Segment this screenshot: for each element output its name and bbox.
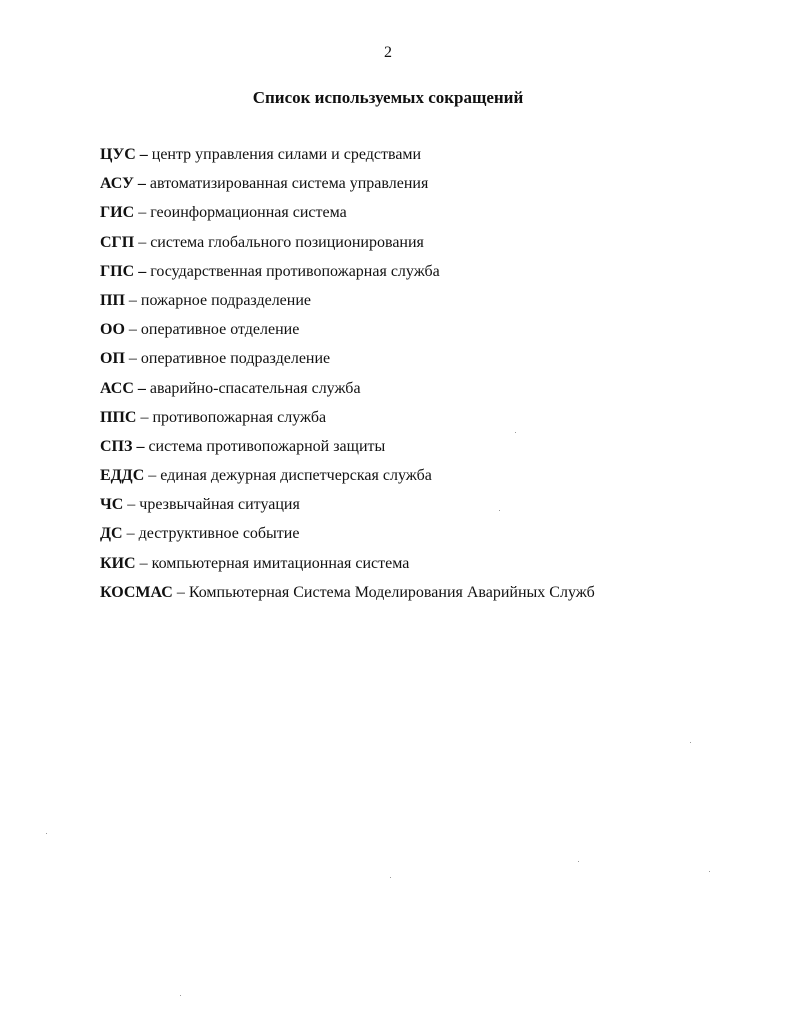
scan-speck bbox=[515, 432, 516, 433]
abbreviation-term: КОСМАС bbox=[100, 583, 173, 601]
abbreviation-dash: – bbox=[137, 175, 146, 193]
abbreviation-dash: – bbox=[140, 408, 149, 426]
abbreviation-definition: единая дежурная диспетчерская служба bbox=[160, 467, 432, 485]
scan-speck bbox=[390, 877, 391, 878]
abbreviation-item bbox=[100, 202, 720, 231]
scan-speck bbox=[690, 742, 691, 743]
scan-speck bbox=[180, 995, 181, 996]
abbreviation-item bbox=[100, 407, 720, 436]
abbreviation-definition: аварийно-спасательная служба bbox=[149, 379, 361, 397]
abbreviation-item bbox=[100, 378, 720, 407]
abbreviation-item bbox=[100, 290, 720, 319]
abbreviation-definition: система глобального позиционирования bbox=[150, 233, 424, 251]
abbreviation-term: СГП bbox=[100, 233, 135, 251]
abbreviation-item bbox=[100, 494, 720, 523]
abbreviation-term: ЦУС bbox=[100, 146, 136, 163]
abbreviation-term: ЧС bbox=[100, 496, 124, 514]
abbreviation-item bbox=[100, 144, 720, 173]
abbreviation-item bbox=[100, 319, 720, 348]
abbreviation-dash: – bbox=[137, 379, 146, 397]
abbreviation-term: СПЗ bbox=[100, 437, 133, 455]
abbreviation-definition: геоинформационная система bbox=[150, 204, 347, 222]
abbreviation-item bbox=[100, 465, 720, 494]
scan-speck bbox=[499, 510, 500, 511]
abbreviation-dash: – bbox=[139, 554, 148, 572]
abbreviation-dash: – bbox=[128, 321, 137, 339]
abbreviation-definition: оперативное отделение bbox=[140, 321, 300, 339]
scan-speck bbox=[46, 833, 47, 834]
abbreviation-term: АСС bbox=[100, 379, 134, 397]
abbreviation-dash: – bbox=[128, 350, 137, 368]
abbreviation-dash: – bbox=[127, 496, 136, 514]
abbreviation-definition: пожарное подразделение bbox=[140, 291, 311, 309]
abbreviation-dash: – bbox=[139, 146, 148, 163]
abbreviation-dash: – bbox=[136, 437, 145, 455]
abbreviation-item bbox=[100, 173, 720, 202]
abbreviation-term: АСУ bbox=[100, 175, 134, 193]
abbreviation-item bbox=[100, 523, 720, 552]
abbreviation-definition: Компьютерная Система Моделирования Аварийных Служб bbox=[188, 583, 595, 601]
abbreviation-definition: автоматизированная система управления bbox=[149, 175, 429, 193]
abbreviation-dash: – bbox=[138, 262, 147, 280]
abbreviation-term: ГИС bbox=[100, 204, 135, 222]
abbreviation-dash: – bbox=[128, 291, 137, 309]
abbreviation-term: ПП bbox=[100, 291, 125, 309]
abbreviation-definition: компьютерная имитационная система bbox=[151, 554, 410, 572]
abbreviation-term: ППС bbox=[100, 408, 137, 426]
abbreviation-definition: центр управления силами и средствами bbox=[151, 146, 422, 163]
abbreviation-dash: – bbox=[138, 233, 147, 251]
abbreviation-item bbox=[100, 348, 720, 377]
abbreviation-term: ЕДДС bbox=[100, 467, 145, 485]
abbreviation-dash: – bbox=[148, 467, 157, 485]
abbreviation-definition: система противопожарной защиты bbox=[148, 437, 386, 455]
scan-speck bbox=[709, 871, 710, 872]
abbreviation-list bbox=[100, 144, 720, 611]
abbreviation-item bbox=[100, 553, 720, 582]
abbreviation-definition: оперативное подразделение bbox=[140, 350, 331, 368]
abbreviation-item bbox=[100, 436, 720, 465]
abbreviation-term: ДС bbox=[100, 525, 123, 543]
abbreviation-item bbox=[100, 261, 720, 290]
page-title: Список используемых сокращений bbox=[252, 88, 524, 107]
abbreviation-term: ОП bbox=[100, 350, 125, 368]
abbreviation-dash: – bbox=[126, 525, 135, 543]
abbreviation-item bbox=[100, 232, 720, 261]
scan-speck bbox=[578, 861, 579, 862]
abbreviation-item bbox=[100, 582, 720, 611]
abbreviation-definition: чрезвычайная ситуация bbox=[139, 496, 300, 514]
abbreviation-definition: деструктивное событие bbox=[138, 525, 300, 543]
abbreviation-dash: – bbox=[176, 583, 185, 601]
page-number: 2 bbox=[384, 44, 392, 61]
abbreviation-term: КИС bbox=[100, 554, 136, 572]
abbreviation-term: ГПС bbox=[100, 262, 135, 280]
abbreviation-definition: противопожарная служба bbox=[152, 408, 327, 426]
abbreviation-term: ОО bbox=[100, 321, 125, 339]
abbreviation-definition: государственная противопожарная служба bbox=[150, 262, 440, 280]
abbreviation-dash: – bbox=[138, 204, 147, 222]
